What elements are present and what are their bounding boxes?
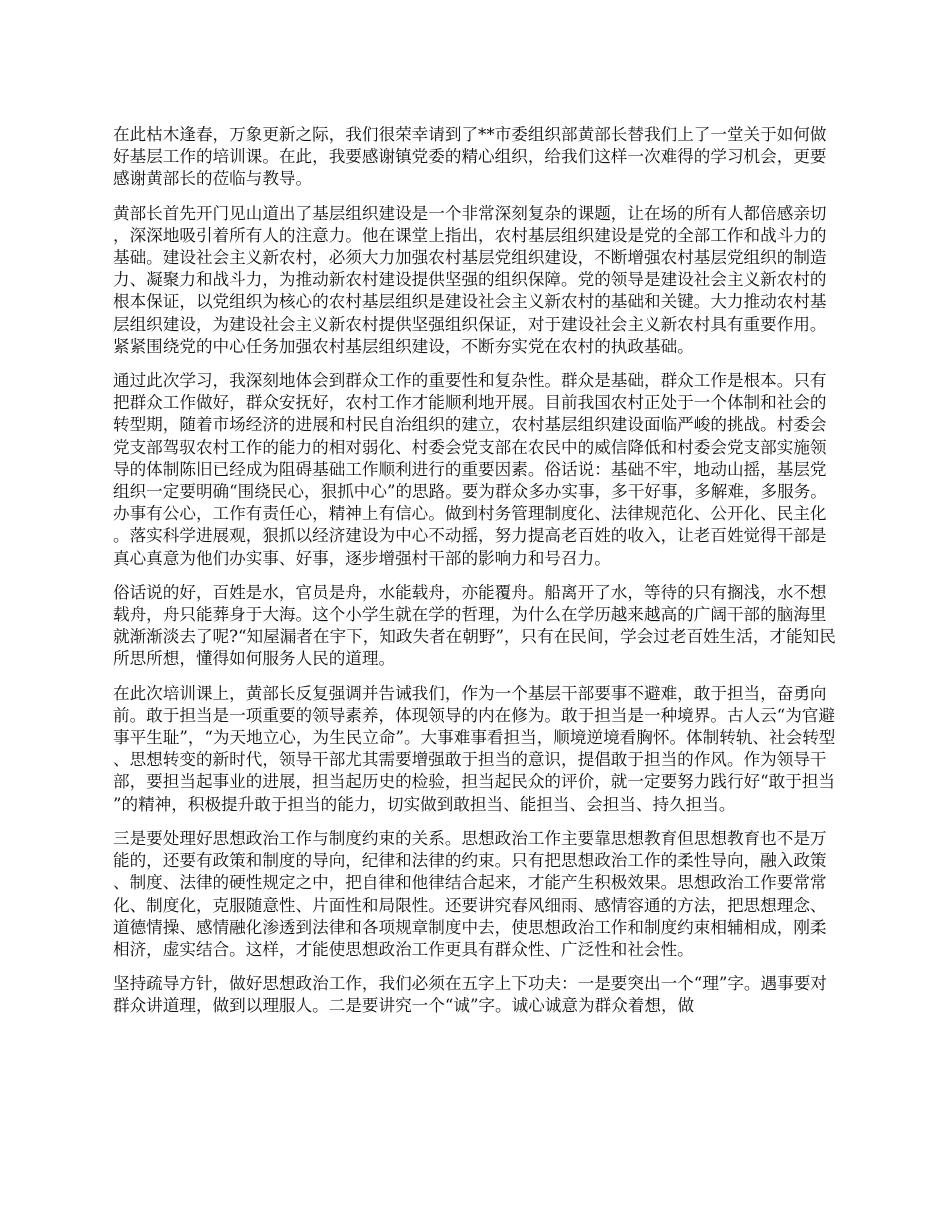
paragraph-mass-work: 通过此次学习，我深刻地体会到群众工作的重要性和复杂性。群众是基础，群众工作是根本。只有把群众工作做好，群众安抚好，农村工作才能顺利地开展。目前我国农村正处于一个体制和社会的转型期，随着市场经济的进展和村民自治组织的建立，农村基层组织建设面临严峻的挑战。村委会党支部驾驭农村工作的能力的相对弱化、村委会党支部在农民中的威信降低和村委会党支部实施领导的体制陈旧已经成为阻碍基础工作顺利进行的重要因素。俗话说：基础不牢，地动山摇，基层党组织一定要明确“围绕民心，狠抓中心”的思路。要为群众多办实事，多干好事，多解难，多服务。办事有公心，工作有责任心，精神上有信心。做到村务管理制度化、法律规范化、公开化、民主化。落实科学进展观，狠抓以经济建设为中心不动摇，努力提高老百姓的收入，让老百姓觉得干部是真心真意为他们办实事、好事，逐步增强村干部的影响力和号召力。 bbox=[113, 371, 827, 568]
paragraph-intro: 在此枯木逢春，万象更新之际，我们很荣幸请到了**市委组织部黄部长替我们上了一堂关于如何做好基层工作的培训课。在此，我要感谢镇党委的精心组织，给我们这样一次难得的学习机会，更要感谢黄部长的莅临与教导。 bbox=[113, 125, 827, 189]
document-body bbox=[113, 124, 839, 1030]
paragraph-guidance: 坚持疏导方针，做好思想政治工作，我们必须在五字上下功夫：一是要突出一个“理”字。遇事要对群众讲道理，做到以理服人。二是要讲究一个“诚”字。诚心诚意为群众着想，做 bbox=[113, 974, 827, 1016]
paragraph-responsibility: 在此次培训课上，黄部长反复强调并告诫我们，作为一个基层干部要事不避难，敢于担当，奋勇向前。敢于担当是一项重要的领导素养，体现领导的内在修为。敢于担当是一种境界。古人云“为官避事平生耻”，“为天地立心，为生民立命”。大事难事看担当，顺境逆境看胸怀。体制转轨、社会转型、思想转变的新时代，领导干部尤其需要增强敢于担当的意识，提倡敢于担当的作风。作为领导干部，要担当起事业的进展，担当起历史的检验，担当起民众的评价，就一定要努力践行好“敢于担当”的精神，积极提升敢于担当的能力，切实做到敢担当、能担当、会担当、持久担当。 bbox=[113, 683, 836, 814]
paragraph-boat-and-water: 俗话说的好，百姓是水，官员是舟，水能载舟，亦能覆舟。船离开了水，等待的只有搁浅，水不想载舟，舟只能葬身于大海。这个小学生就在学的哲理，为什么在学历越来越高的广阔干部的脑海里就渐渐淡去了呢?“知屋漏者在宇下，知政失者在朝野”，只有在民间，学会过老百姓生活，才能知民所思所想，懂得如何服务人民的道理。 bbox=[113, 582, 836, 669]
paragraph-grassroots-organization: 黄部长首先开门见山道出了基层组织建设是一个非常深刻复杂的课题，让在场的所有人都倍感亲切，深深地吸引着所有人的注意力。他在课堂上指出，农村基层组织建设是党的全部工作和战斗力的基础。建设社会主义新农村，必须大力加强农村基层党组织建设，不断增强农村基层党组织的制造力、凝聚力和战斗力，为推动新农村建设提供坚强的组织保障。党的领导是建设社会主义新农村的根本保证，以党组织为核心的农村基层组织是建设社会主义新农村的基础和关键。大力推动农村基层组织建设，为建设社会主义新农村提供坚强组织保证，对于建设社会主义新农村具有重要作用。紧紧围绕党的中心任务加强农村基层组织建设，不断夯实党在农村的执政基础。 bbox=[113, 203, 827, 356]
paragraph-political-work: 三是要处理好思想政治工作与制度约束的关系。思想政治工作主要靠思想教育但思想教育也不是万能的，还要有政策和制度的导向，纪律和法律的约束。只有把思想政治工作的柔性导向，融入政策、制度、法律的硬性规定之中，把自律和他律结合起来，才能产生积极效果。思想政治工作要常常化、制度化，克服随意性、片面性和局限性。还要讲究春风细雨、感情容通的方法，把思想理念、道德情操、感情融化渗透到法律和各项规章制度中去，使思想政治工作和制度约束相辅相成，刚柔相济，虚实结合。这样，才能使思想政治工作更具有群众性、广泛性和社会性。 bbox=[113, 828, 827, 959]
